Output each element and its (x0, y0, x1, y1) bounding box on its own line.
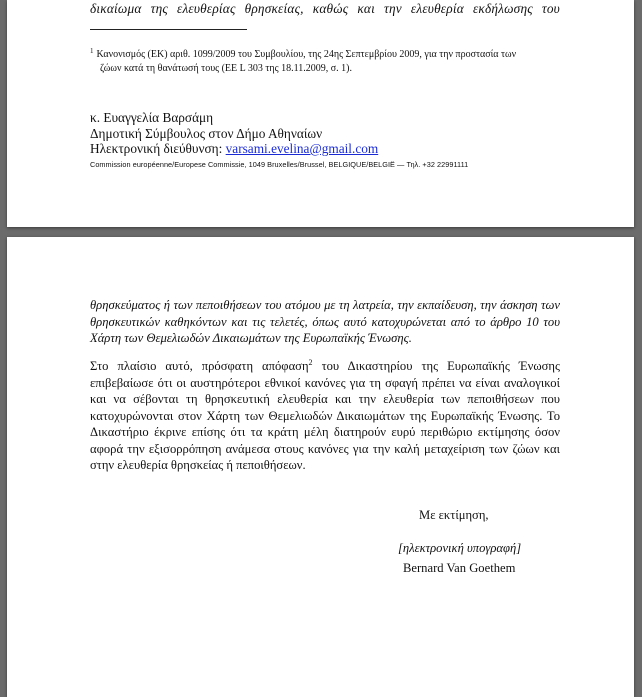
body-paragraph (90, 355, 560, 474)
footnote-text-line-1: Κανονισμός (ΕΚ) αριθ. 1099/2009 του Συμβουλίου, της 24ης Σεπτεμβρίου 2009, για την προστασία των (96, 49, 517, 60)
contact-email-row (90, 141, 378, 157)
footnote-separator (90, 29, 247, 30)
intro-italic-paragraph: θρησκεύματος ή των πεποιθήσεων του ατόμου με τη λατρεία, την εκπαίδευση, την άσκηση των θρησκευτικών καθηκόντων και τις τελετές, όπως αυτό κατοχυρώνεται από το άρθρο 10 του Χάρτη των Θεμελιωδών Δικαιωμάτων της Ευρωπαϊκής Ένωσης. (90, 298, 560, 345)
signatory-name: Bernard Van Goethem (403, 561, 516, 575)
contact-block (90, 110, 378, 157)
email-link[interactable]: varsami.evelina@gmail.com (225, 141, 379, 156)
document-page-1 (7, 0, 634, 227)
commission-footer: Commission européenne/Europese Commissie, 1049 Bruxelles/Brussel, BELGIQUE/BELGIË — Τηλ. +32 22991111 (90, 160, 469, 169)
document-page-2 (7, 237, 634, 697)
footnote-reference-2: 2 (308, 358, 313, 367)
continuation-text-line: δικαίωμα της ελευθερίας θρησκείας, καθώς και την ελευθερία εκδήλωσης του (90, 1, 560, 16)
contact-name: κ. Ευαγγελία Βαρσάμη (90, 110, 214, 125)
contact-role: Δημοτική Σύμβουλος στον Δήμο Αθηναίων (90, 125, 323, 141)
email-label: Ηλεκτρονική διεύθυνση: (90, 141, 223, 156)
body-text-rest: του Δικαστηρίου της Ευρωπαϊκής Ένωσης επιβεβαίωσε ότι οι αυστηρότεροι εθνικοί κανόνες για τη σφαγή πρέπει να είναι αναλογικοί και να σέβονται τη θρησκευτική ελευθερία και την ελευθερία των πεποιθήσεων που κατοχυρώνονται στον Χάρτη των Θεμελιωδών Δικαιωμάτων της Ευρωπαϊκής Ένωσης. Το Δικαστήριο έκρινε επίσης ότι τα κράτη μέλη διατηρούν ευρύ περιθώριο εκτίμησης όσον αφορά την εξισορρόπηση ανάμεσα στους κανόνες για την καλή μεταχείριση των ζώων και στην ελευθερία θρησκείας ή πεποιθήσεων. (90, 359, 560, 472)
footnote-marker: 1 (90, 47, 94, 55)
footnote-1 (90, 44, 555, 76)
footnote-text-line-2: ζώων κατά τη θανάτωσή τους (ΕΕ L 303 της 18.11.2009, σ. 1). (100, 63, 352, 74)
electronic-signature-note: [ηλεκτρονική υπογραφή] (398, 541, 522, 555)
body-text-start: Στο πλαίσιο αυτό, πρόσφατη απόφαση (90, 359, 309, 373)
closing-salutation: Με εκτίμηση, (419, 508, 489, 522)
